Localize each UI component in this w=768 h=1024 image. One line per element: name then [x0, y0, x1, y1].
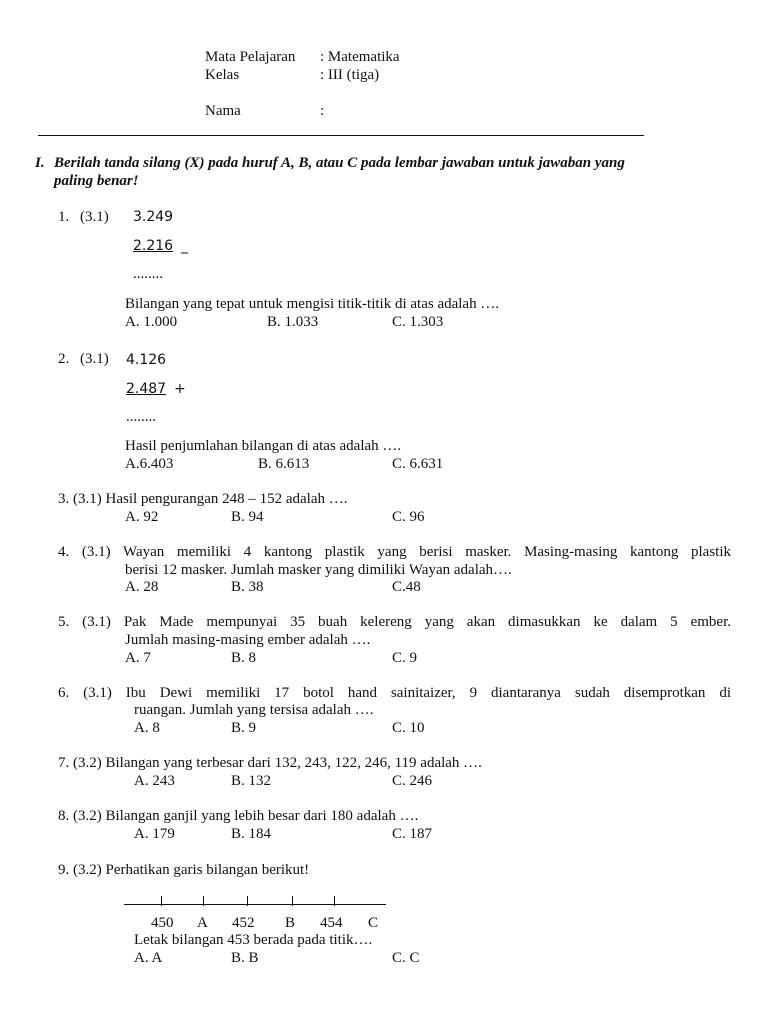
q7-option-b: B. 132	[231, 773, 272, 789]
q5-option-b: B. 8	[231, 650, 257, 666]
number-line-label: A	[197, 915, 208, 931]
class-value: : III (tiga)	[320, 67, 380, 83]
number-line-label: 450	[151, 915, 174, 931]
number-line-tick	[247, 896, 248, 906]
q4-option-a: A. 28	[125, 579, 159, 595]
q8-text: 8. (3.2) Bilangan ganjil yang lebih besar dari 180 adalah ….	[58, 808, 419, 824]
q6-option-a: A. 8	[134, 720, 160, 736]
q9-option-a: A. A	[134, 950, 163, 966]
q4-text-line-2: berisi 12 masker. Jumlah masker yang dimiliki Wayan adalah….	[125, 562, 512, 578]
q8-option-b: B. 184	[231, 826, 272, 842]
instruction-line-2: paling benar!	[54, 173, 139, 189]
class-label: Kelas	[205, 67, 240, 83]
q9-option-b: B. B	[231, 950, 259, 966]
q1-answer-dots: ........	[133, 266, 163, 282]
header-divider	[38, 135, 644, 136]
q9-text: 9. (3.2) Perhatikan garis bilangan berikut!	[58, 862, 310, 878]
q3-text: 3. (3.1) Hasil pengurangan 248 – 152 adalah ….	[58, 491, 348, 507]
q1-question: Bilangan yang tepat untuk mengisi titik-titik di atas adalah ….	[125, 296, 500, 312]
q2-top-number: 4.126	[126, 352, 167, 368]
number-line-label: 454	[320, 915, 343, 931]
q2-code: (3.1)	[80, 351, 109, 367]
q1-option-a: A. 1.000	[125, 314, 178, 330]
number-line-tick	[334, 896, 335, 906]
q2-question: Hasil penjumlahan bilangan di atas adalah ….	[125, 438, 402, 454]
q8-option-c: C. 187	[392, 826, 433, 842]
q1-number: 1.	[58, 209, 70, 225]
q2-number: 2.	[58, 351, 70, 367]
number-line-axis	[124, 904, 386, 905]
q4-option-b: B. 38	[231, 579, 264, 595]
q4-text-line-1: 4. (3.1) Wayan memiliki 4 kantong plastik yang berisi masker. Masing-masing kantong plastik	[58, 544, 731, 560]
q6-option-b: B. 9	[231, 720, 257, 736]
q4-option-c: C.48	[392, 579, 421, 595]
q3-option-c: C. 96	[392, 509, 425, 525]
number-line-label: B	[285, 915, 296, 931]
name-value: :	[320, 103, 325, 119]
q7-text: 7. (3.2) Bilangan yang terbesar dari 132, 243, 122, 246, 119 adalah ….	[58, 755, 482, 771]
q1-top-number: 3.249	[133, 209, 174, 225]
section-number: I.	[35, 155, 45, 171]
number-line-label: 452	[232, 915, 255, 931]
subject-value: : Matematika	[320, 49, 400, 65]
number-line-tick	[161, 896, 162, 906]
q1-operator: _	[181, 238, 188, 254]
subject-label: Mata Pelajaran	[205, 49, 296, 65]
q5-option-a: A. 7	[125, 650, 151, 666]
instruction-line-1: Berilah tanda silang (X) pada huruf A, B, atau C pada lembar jawaban untuk jawaban yang	[54, 155, 625, 171]
number-line-label: C	[368, 915, 379, 931]
q6-text-line-2: ruangan. Jumlah yang tersisa adalah ….	[134, 702, 374, 718]
q1-code: (3.1)	[80, 209, 109, 225]
q2-answer-dots: ........	[126, 409, 156, 425]
q1-bottom-number: 2.216	[133, 238, 174, 254]
q5-option-c: C. 9	[392, 650, 418, 666]
q9-question: Letak bilangan 453 berada pada titik….	[134, 932, 373, 948]
q6-text-line-1: 6. (3.1) Ibu Dewi memiliki 17 botol hand sainitaizer, 9 diantaranya sudah disemprotkan di	[58, 685, 731, 701]
q2-bottom-number: 2.487	[126, 381, 167, 397]
q2-option-a: A.6.403	[125, 456, 174, 472]
name-label: Nama	[205, 103, 241, 119]
q1-option-b: B. 1.033	[267, 314, 319, 330]
number-line-tick	[203, 896, 204, 906]
q1-option-c: C. 1.303	[392, 314, 444, 330]
q2-option-c: C. 6.631	[392, 456, 444, 472]
q2-option-b: B. 6.613	[258, 456, 310, 472]
q7-option-a: A. 243	[134, 773, 175, 789]
q3-option-a: A. 92	[125, 509, 159, 525]
q5-text-line-1: 5. (3.1) Pak Made mempunyai 35 buah kelereng yang akan dimasukkan ke dalam 5 ember.	[58, 614, 731, 630]
q5-text-line-2: Jumlah masing-masing ember adalah ….	[125, 632, 371, 648]
q8-option-a: A. 179	[134, 826, 175, 842]
q9-option-c: C. C	[392, 950, 420, 966]
q2-operator: +	[174, 381, 186, 397]
q3-option-b: B. 94	[231, 509, 264, 525]
number-line-tick	[292, 896, 293, 906]
q6-option-c: C. 10	[392, 720, 425, 736]
q7-option-c: C. 246	[392, 773, 433, 789]
